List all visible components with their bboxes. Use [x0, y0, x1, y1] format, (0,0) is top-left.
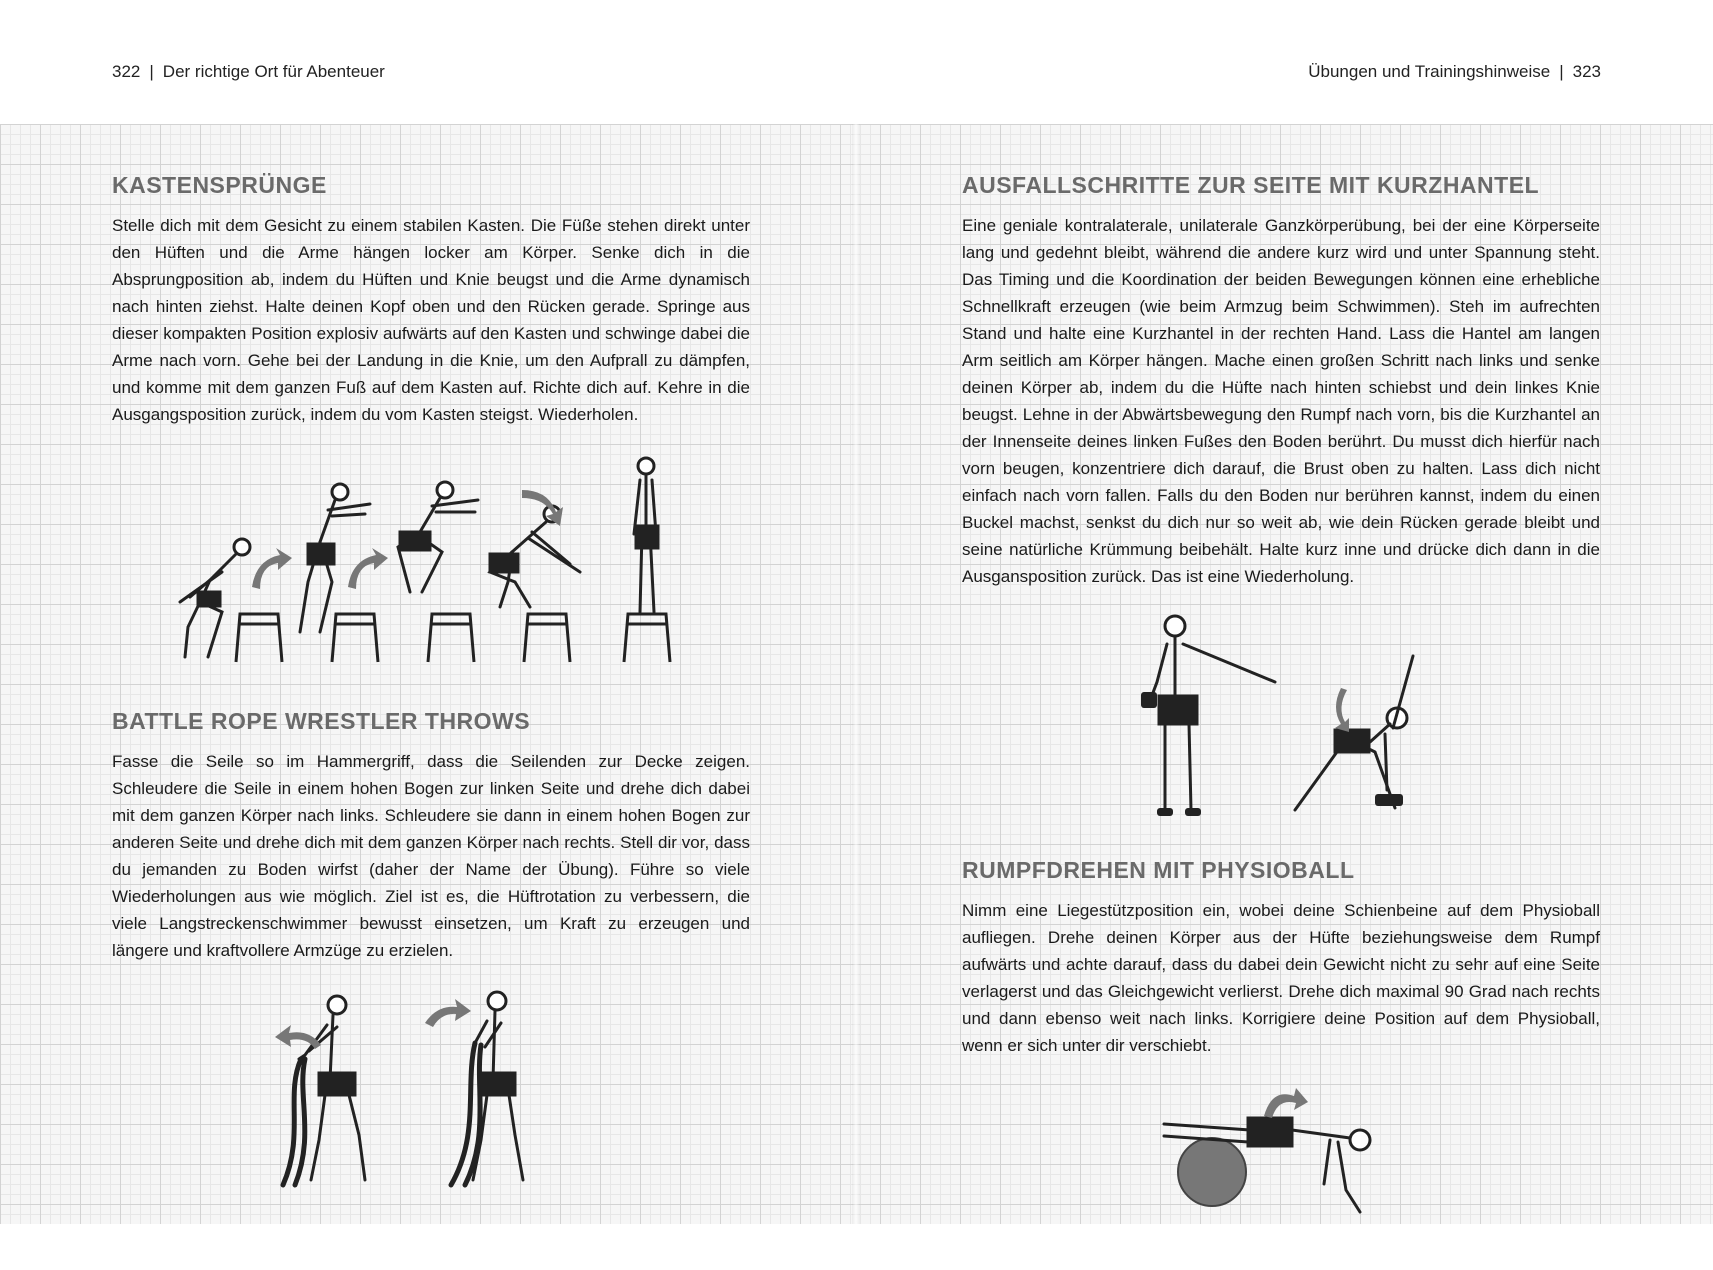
right-page-number: 323: [1572, 62, 1601, 81]
section-ausfallschritte: [962, 172, 1600, 590]
curved-arrow-icon: [425, 999, 471, 1027]
plyo-box: [624, 614, 670, 662]
section-rumpfdrehen: [962, 857, 1600, 1059]
dumbbell: [1375, 794, 1403, 806]
section-battle-rope: [112, 708, 750, 964]
heading-ausfallschritte: AUSFALLSCHRITTE ZUR SEITE MIT KURZHANTEL: [962, 172, 1540, 198]
text-ausfallschritte: Eine geniale kontralaterale, unilaterale Ganzkörperübung, bei der eine Körperseite lang und gedehnt bleibt, während die andere kurz wird und unter Spannung steht. Das Timing und die Koordination der beiden Bewegungen können eine erhebliche Schnellkraft erzeugen (wie beim Armzug beim Schwimmen). Steh im aufrechten Stand und halte eine Kurzhantel in der rechten Hand. Lass die Hantel am langen Arm seitlich am Körper hängen. Mache einen großen Schritt nach links und senke deinen Körper ab, indem du die Hüfte nach hinten schiebst und dein linkes Knie beugst. Lehne in der Abwärtsbewegung den Rumpf nach vorn, bis die Kurzhantel an der Innenseite deines linken Fußes den Boden berührt. Du musst dich hierfür nach vorn beugen, konzentriere dich darauf, die Brust oben zu halten. Lass dich nicht einfach nach vorn fallen. Falls du den Boden nur berühren kannst, indem du einen Buckel machst, senkst du dich nur so weit ab, wie dein Rücken gerade bleibt und seine natürliche Krümmung beibehält. Halte kurz inne und drücke dich dann in die Ausgansposition zurück. Das ist eine Wiederholung.: [962, 215, 1600, 586]
left-header-separator: |: [149, 62, 154, 81]
athlete-figure-landing: [490, 506, 580, 607]
left-page-number: 322: [112, 62, 141, 81]
curved-arrow-icon: [1264, 1088, 1308, 1118]
section-kastenspruenge: [112, 172, 750, 428]
dumbbell: [1141, 692, 1157, 708]
curved-arrow-icon: [252, 548, 292, 589]
curved-arrow-icon: [1335, 688, 1349, 732]
plyo-box: [236, 614, 282, 662]
shoe: [1157, 808, 1173, 816]
battle-rope: [283, 1059, 301, 1185]
right-header-separator: |: [1559, 62, 1564, 81]
text-kastenspruenge: Stelle dich mit dem Gesicht zu einem stabilen Kasten. Die Füße stehen direkt unter den Hüften und die Arme hängen locker am Körper. Senke dich in die Absprungposition ab, indem du Hüften und Knie beugst und die Arme dynamisch nach hinten ziehst. Halte deinen Kopf oben und den Rücken gerade. Springe aus dieser kompakten Position explosiv aufwärts auf den Kasten und schwinge dabei die Arme nach vorn. Gehe bei der Landung in die Knie, um den Aufprall zu dämpfen, und komme mit dem ganzen Fuß auf dem Kasten auf. Richte dich auf. Kehre in die Ausgangsposition zurück, indem du vom Kasten steigst. Wiederholen.: [112, 215, 750, 424]
plyo-box: [428, 614, 474, 662]
curved-arrow-icon: [275, 1025, 321, 1049]
shoe: [1185, 808, 1201, 816]
plyo-box: [524, 614, 570, 662]
athlete-figure-side-lunge: [1295, 656, 1413, 810]
athlete-figure-rope-left: [283, 996, 365, 1185]
book-spine: [852, 124, 860, 1224]
battle-rope-illustration: [275, 985, 565, 1195]
athlete-figure-rope-right: [451, 992, 523, 1185]
text-battle-rope: Fasse die Seile so im Hammergriff, dass die Seilenden zur Decke zeigen. Schleudere die Seile in einem hohen Bogen zur linken Seite und drehe dich dabei mit dem ganzen Körper nach links. Schleudere sie dann in einem hohen Bogen zur anderen Seite und drehe dich mit dem ganzen Körper nach rechts. Stell dir vor, dass du jemanden zu Boden wirfst (daher der Name der Übung). Führe so viele Wiederholungen aus wie möglich. Ziel ist es, die Hüftrotation zu verbessern, die viele Langstreckenschwimmer bewusst einsetzen, um Kraft zu erzeugen und längere und kraftvollere Armzüge zu erzielen.: [112, 751, 750, 960]
side-lunge-illustration: [1135, 612, 1435, 822]
athlete-figure-standing: [634, 458, 658, 612]
left-running-head: [112, 62, 385, 82]
athlete-figure-takeoff: [300, 484, 370, 632]
heading-rumpfdrehen: RUMPFDREHEN MIT PHYSIOBALL: [962, 857, 1355, 883]
box-jump-illustration: [160, 452, 680, 667]
curved-arrow-icon: [348, 548, 388, 589]
heading-battle-rope: BATTLE ROPE WRESTLER THROWS: [112, 708, 531, 734]
physioball: [1178, 1138, 1246, 1206]
athlete-figure-flight: [398, 482, 478, 592]
left-header-title: Der richtige Ort für Abenteuer: [162, 62, 385, 81]
text-rumpfdrehen: Nimm eine Liegestützposition ein, wobei deine Schienbeine auf dem Physioball aufliegen. Drehe deinen Körper aus der Hüfte beziehungsweise dem Rumpf aufwärts und achte darauf, dass du dabei dein Gewicht nicht zu sehr auf eine Seite verlagerst und das Gleichgewicht verlierst. Drehe dich maximal 90 Grad nach rechts und dann ebenso weit nach links. Korrigiere deine Position auf dem Physioball, wenn er sich unter dir verschiebt.: [962, 900, 1600, 1055]
right-running-head: [1308, 62, 1601, 82]
right-header-title: Übungen und Trainingshinweise: [1308, 62, 1551, 81]
plyo-box: [332, 614, 378, 662]
physioball-illustration: [1160, 1080, 1400, 1220]
athlete-figure-crouch: [180, 539, 250, 657]
athlete-figure-standing-dumbbell: [1151, 616, 1275, 810]
heading-kastenspruenge: KASTENSPRÜNGE: [112, 172, 327, 198]
